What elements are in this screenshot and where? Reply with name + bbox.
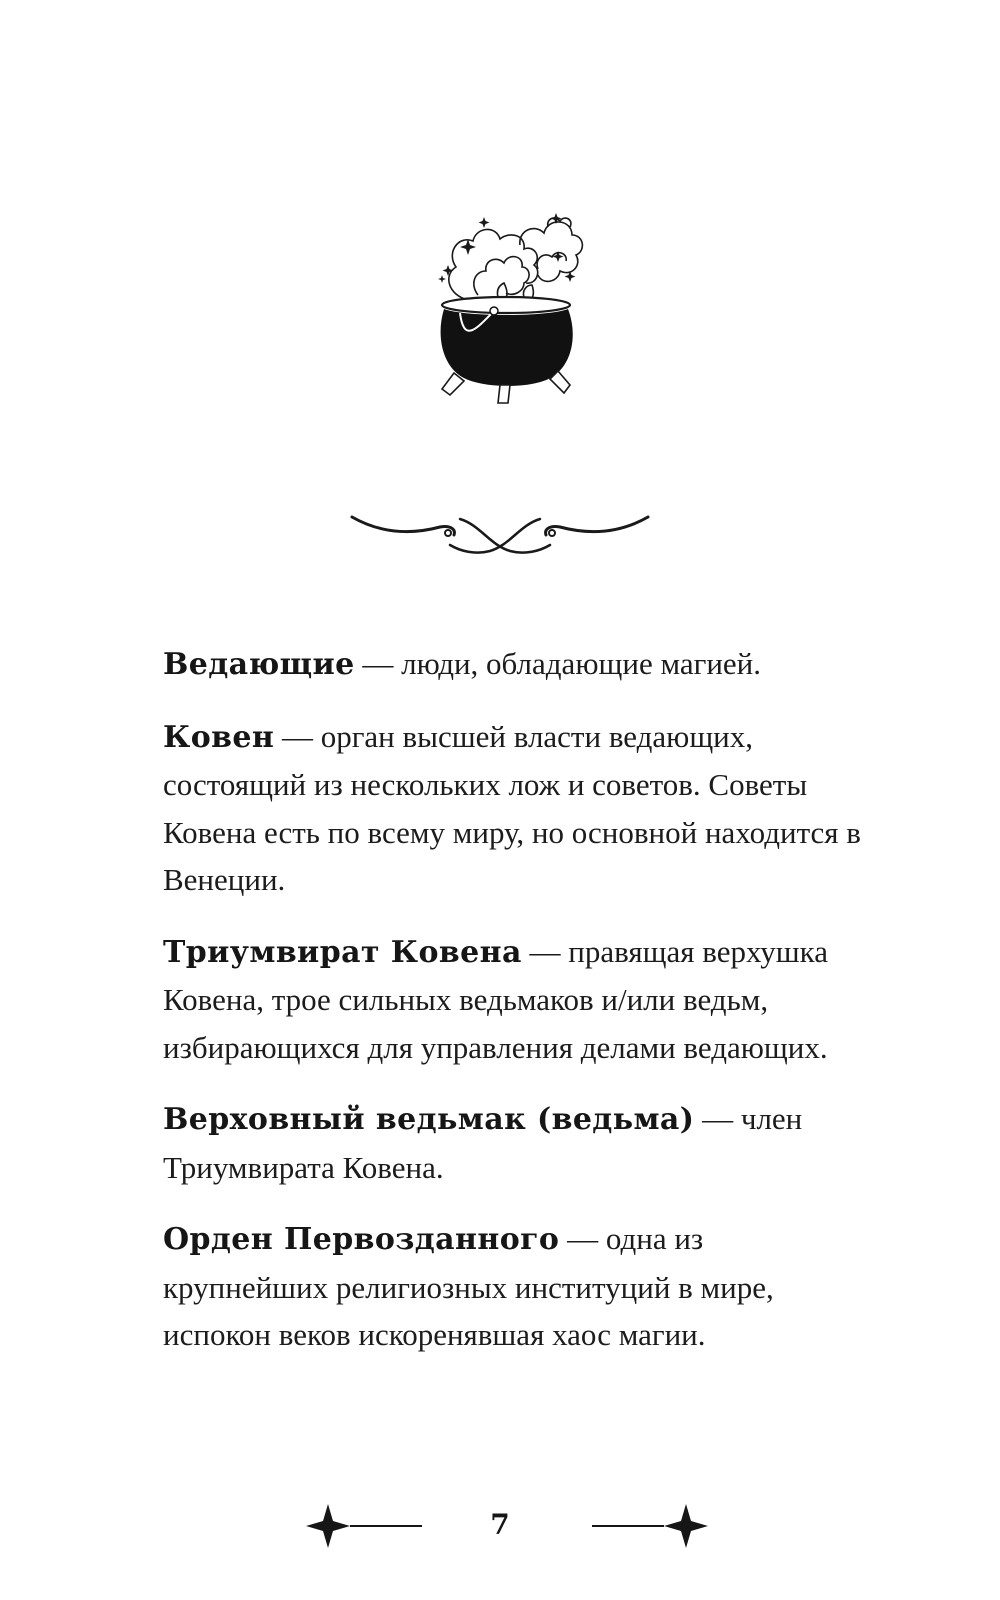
four-point-star-icon	[664, 1504, 708, 1548]
entry-term: Ведающие	[163, 647, 355, 682]
flourish-ornament-icon	[350, 515, 650, 575]
glossary-entry	[163, 928, 863, 1072]
glossary	[163, 640, 863, 1383]
entry-dash: —	[354, 646, 402, 681]
glossary-entry	[163, 1215, 863, 1359]
entry-definition: одна из крупнейших религиозных институций в мире, испокон веков искоренявшая хаос магии.	[163, 1221, 774, 1352]
glossary-entry	[163, 640, 863, 689]
four-point-star-icon	[306, 1504, 350, 1548]
page-footer	[0, 1500, 1000, 1560]
entry-definition: правящая верхушка Ковена, трое сильных ведьмаков и/или ведьм, избирающихся для управления делами ведающих.	[163, 933, 829, 1065]
entry-dash: —	[521, 933, 569, 969]
glossary-entry	[163, 1095, 863, 1191]
entry-definition: люди, обладающие магией.	[401, 646, 762, 681]
entry-term: Орден Первозданного	[163, 1222, 560, 1257]
cauldron-icon	[438, 205, 588, 415]
entry-dash: —	[559, 1221, 606, 1256]
entry-term: Верховный ведьмак (ведьма)	[163, 1102, 695, 1137]
entry-term: Ковен	[163, 719, 275, 755]
entry-dash: —	[274, 718, 321, 754]
entry-definition: член Триумвирата Ковена.	[163, 1101, 803, 1185]
entry-definition: орган высшей власти ведающих, состоящий из нескольких лож и советов. Советы Ковена есть по всему миру, но основной находится в Венеции.	[163, 718, 861, 897]
entry-term: Триумвират Ковена	[163, 934, 522, 970]
page-number: 7	[490, 1508, 510, 1541]
entry-dash: —	[694, 1101, 741, 1136]
glossary-entry	[163, 713, 863, 904]
